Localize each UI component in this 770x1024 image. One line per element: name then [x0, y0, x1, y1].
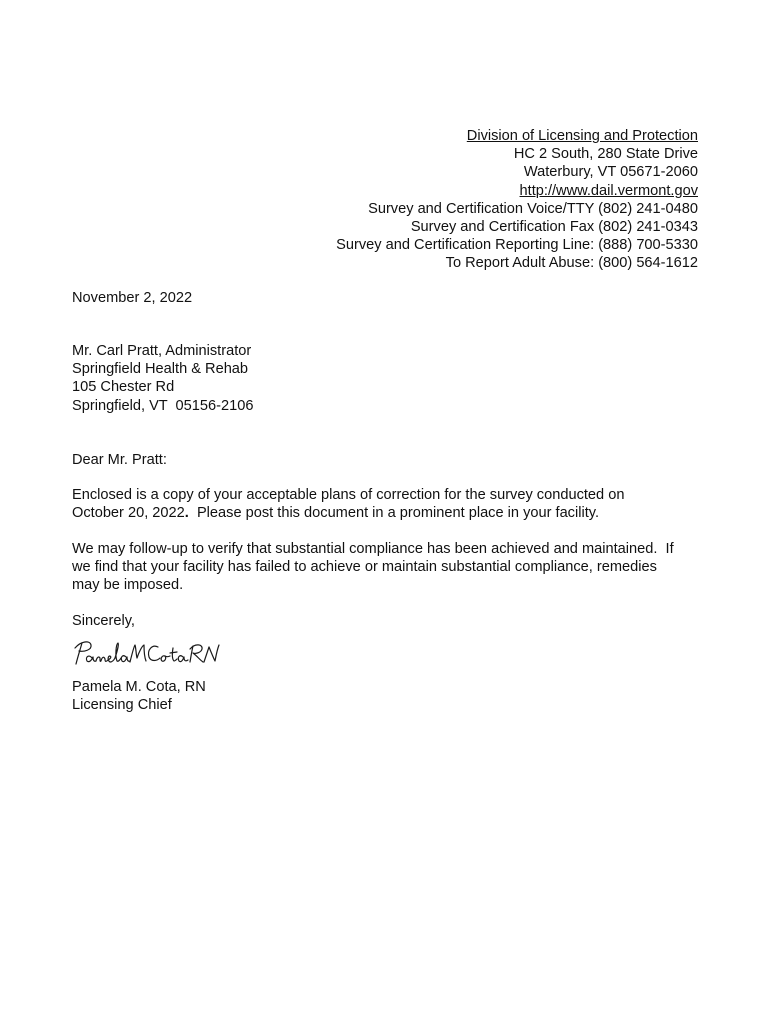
letter-date: November 2, 2022 [72, 290, 193, 306]
website-link[interactable]: http://www.dail.vermont.gov [519, 182, 698, 199]
closing: Sincerely, [72, 613, 135, 629]
letterhead-street: HC 2 South, 280 State Drive [513, 146, 698, 163]
signer-name: Pamela M. Cota, RN [72, 679, 206, 695]
letterhead-city: Waterbury, VT 05671-2060 [523, 164, 698, 181]
paragraph-2 [72, 540, 702, 595]
recipient-facility: Springfield Health & Rehab [72, 361, 249, 378]
letterhead-org: Division of Licensing and Protection [466, 128, 698, 144]
signer-title: Licensing Chief [72, 697, 172, 714]
recipient-street: 105 Chester Rd [72, 379, 175, 396]
letterhead [336, 127, 698, 273]
bold-period: . [184, 505, 189, 522]
paragraph-1-line-2-rest: Please post this document in a prominent place in your facility. [188, 505, 600, 522]
paragraph-2-line-2: we find that your facility has failed to achieve or maintain substantial compliance, remedies [72, 559, 657, 576]
letterhead-reporting: Survey and Certification Reporting Line: (888) 700-5330 [336, 237, 698, 254]
signer-block [72, 678, 702, 714]
letterhead-abuse: To Report Adult Abuse: (800) 564-1612 [445, 255, 698, 272]
recipient-address [72, 342, 702, 415]
letterhead-fax: Survey and Certification Fax (802) 241-0343 [410, 219, 698, 236]
letterhead-voice: Survey and Certification Voice/TTY (802) 241-0480 [368, 200, 698, 217]
paragraph-1 [72, 486, 702, 522]
paragraph-2-line-3: may be imposed. [72, 577, 184, 594]
handwritten-signature [72, 634, 222, 672]
paragraph-1-line-2 [72, 504, 702, 522]
recipient-city: Springfield, VT 05156-2106 [72, 397, 254, 414]
recipient-name: Mr. Carl Pratt, Administrator [72, 343, 252, 359]
paragraph-1-line-1: Enclosed is a copy of your acceptable plans of correction for the survey conducted on [72, 487, 625, 503]
paragraph-2-line-1: We may follow-up to verify that substantial compliance has been achieved and maintained. If [72, 541, 674, 557]
survey-date: October 20, 2022 [72, 505, 185, 522]
salutation: Dear Mr. Pratt: [72, 452, 167, 468]
